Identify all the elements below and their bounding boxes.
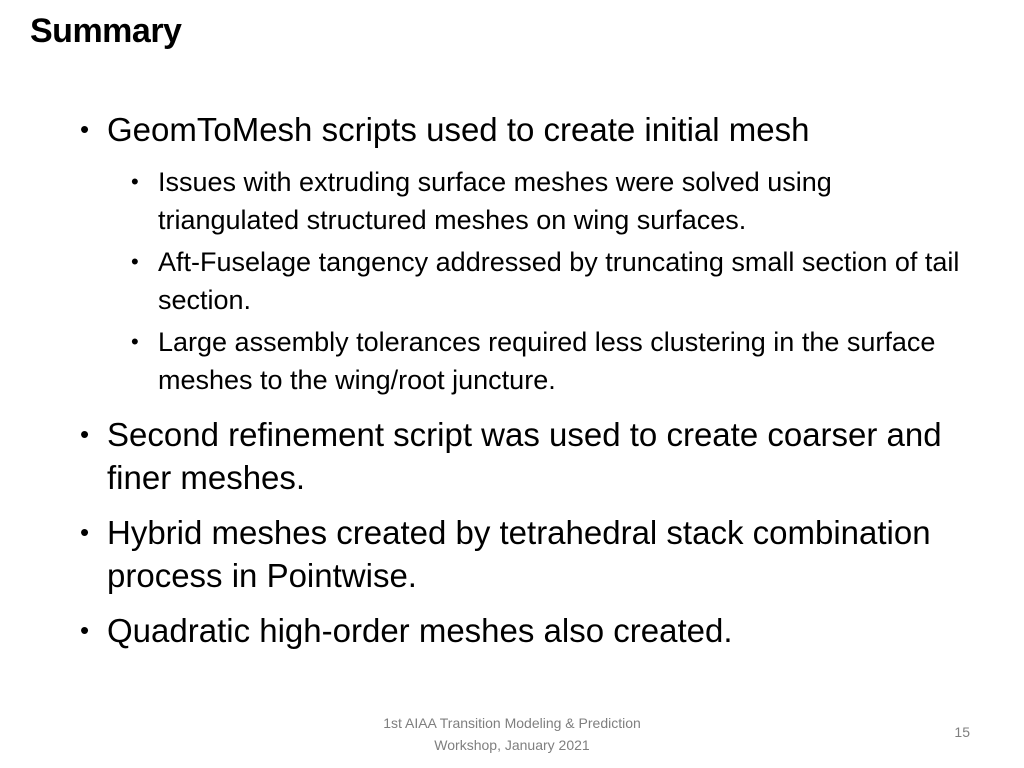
footer-line-1: 1st AIAA Transition Modeling & Prediction	[383, 715, 641, 731]
sub-bullet-glyph: •	[131, 249, 139, 274]
bullet-item	[80, 413, 980, 499]
sub-bullet-glyph: •	[131, 169, 139, 194]
sub-bullet-text: Aft-Fuselage tangency addressed by truncating small section of tail section.	[158, 247, 960, 315]
sub-bullet-text: Large assembly tolerances required less clustering in the surface meshes to the wing/root juncture.	[158, 327, 936, 395]
sub-bullet-glyph: •	[131, 329, 139, 354]
bullet-text: GeomToMesh scripts used to create initial mesh	[107, 111, 810, 148]
page-number: 15	[954, 724, 970, 740]
sub-bullet-item	[131, 323, 980, 399]
bullet-item	[80, 511, 980, 597]
footer-line-2: Workshop, January 2021	[434, 737, 590, 753]
sub-bullet-item	[131, 243, 980, 319]
slide-title: Summary	[30, 12, 182, 50]
bullet-glyph: •	[80, 615, 90, 645]
slide-footer	[352, 712, 672, 756]
sub-bullet-text: Issues with extruding surface meshes were solved using triangulated structured meshes on wing surfaces.	[158, 167, 832, 235]
sub-bullet-item	[131, 163, 980, 239]
bullet-text: Quadratic high-order meshes also created.	[107, 612, 733, 649]
bullet-text: Second refinement script was used to create coarser and finer meshes.	[107, 416, 942, 496]
bullet-glyph: •	[80, 517, 90, 547]
bullet-text: Hybrid meshes created by tetrahedral stack combination process in Pointwise.	[107, 514, 931, 594]
bullet-item	[80, 108, 980, 151]
bullet-glyph: •	[80, 114, 90, 144]
bullet-item	[80, 609, 980, 652]
bullet-glyph: •	[80, 419, 90, 449]
bullet-list	[80, 108, 980, 664]
sub-bullet-list	[80, 163, 980, 399]
